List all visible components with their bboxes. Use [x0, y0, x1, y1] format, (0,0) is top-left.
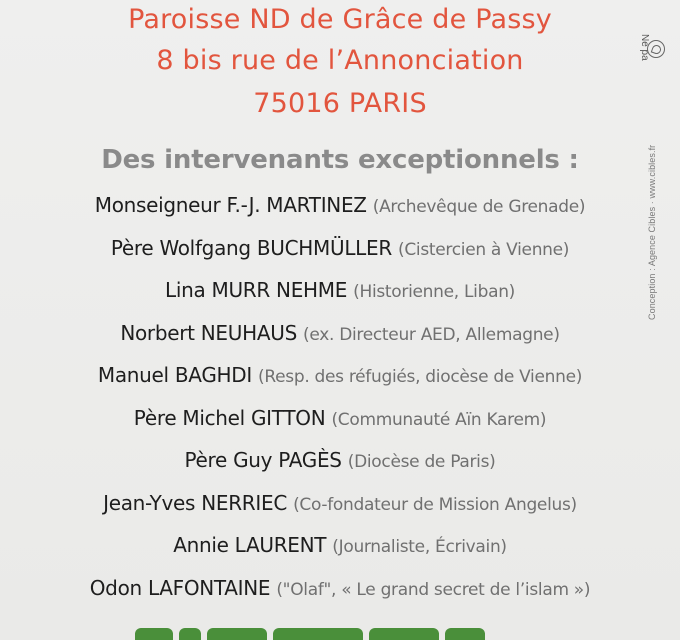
- speaker-name: Lina MURR NEHME: [165, 278, 348, 302]
- speaker-item: [0, 524, 680, 567]
- speaker-name: Jean-Yves NERRIEC: [103, 490, 287, 515]
- street-address: 8 bis rue de l’Annonciation: [156, 45, 524, 76]
- cropped-glyph: [207, 628, 267, 640]
- recycle-icon: [647, 40, 665, 58]
- speaker-item: [0, 312, 680, 355]
- speaker-item: [0, 269, 680, 312]
- speaker-role: (Resp. des réfugiés, diocèse de Vienne): [258, 367, 583, 387]
- speaker-role: (Historienne, Liban): [353, 282, 515, 302]
- design-credit: Conception : Agence Cibles · www.cibles.fr: [647, 144, 657, 320]
- speaker-role: (ex. Directeur AED, Allemagne): [303, 324, 560, 345]
- speaker-item: [0, 482, 680, 525]
- speaker-role: (Cistercien à Vienne): [398, 239, 570, 260]
- speaker-list: [0, 184, 680, 609]
- speaker-item: [0, 227, 680, 270]
- cropped-glyph: [273, 628, 363, 640]
- speaker-name: Monseigneur F.-J. MARTINEZ: [94, 193, 367, 217]
- speaker-name: Père Michel GITTON: [133, 405, 326, 430]
- speaker-item: [0, 567, 680, 610]
- speaker-name: Odon LAFONTAINE: [89, 575, 271, 600]
- speaker-item: [0, 184, 680, 227]
- cropped-bottom-text: [135, 628, 535, 640]
- speaker-name: Annie LAURENT: [173, 533, 327, 557]
- cropped-glyph: [369, 628, 439, 640]
- speaker-role: (Co-fondateur de Mission Angelus): [293, 494, 577, 515]
- side-notice-text: Ne pa: [639, 34, 650, 61]
- speaker-item: [0, 397, 680, 440]
- speaker-role: (Archevêque de Grenade): [372, 197, 586, 217]
- city-postcode: 75016 PARIS: [253, 88, 427, 119]
- speaker-name: Père Wolfgang BUCHMÜLLER: [110, 235, 392, 260]
- speaker-name: Père Guy PAGÈS: [184, 448, 342, 472]
- speaker-name: Manuel BAGHDI: [97, 363, 252, 387]
- speaker-item: [0, 439, 680, 482]
- speaker-role: (Journaliste, Écrivain): [332, 537, 507, 557]
- speaker-role: (Diocèse de Paris): [347, 452, 496, 472]
- parish-name: Paroisse ND de Grâce de Passy: [128, 4, 552, 35]
- cropped-glyph: [179, 628, 201, 640]
- cropped-glyph: [445, 628, 485, 640]
- speaker-role: ("Olaf", « Le grand secret de l’islam »): [276, 579, 591, 600]
- speakers-heading: Des intervenants exceptionnels :: [101, 145, 579, 175]
- speaker-item: [0, 354, 680, 397]
- cropped-glyph: [135, 628, 173, 640]
- speaker-name: Norbert NEUHAUS: [120, 320, 297, 345]
- speaker-role: (Communauté Aïn Karem): [331, 409, 547, 430]
